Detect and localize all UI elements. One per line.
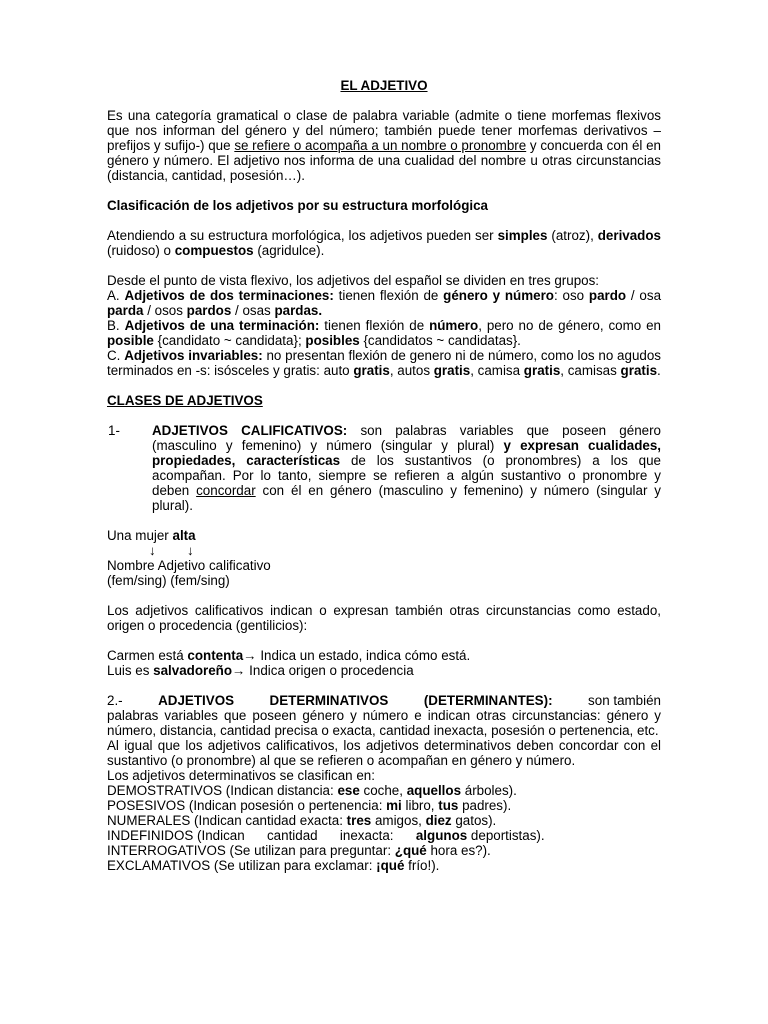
text: árboles). [461,783,517,798]
document-title: EL ADJETIVO [340,78,428,93]
bold-text: Adjetivos de una terminación: [124,318,320,333]
bold-text: ADJETIVOS CALIFICATIVOS: [152,423,348,438]
list-number: 1- [108,423,120,438]
bold-text: gratis [433,363,471,378]
text: tienen flexión de [333,288,444,303]
text: Atendiendo a su estructura morfológica, los adjetivos pueden ser [107,228,498,243]
text: son también [588,693,661,708]
grupo-b [107,318,661,348]
text: frío!). [404,858,440,873]
bold-text: ese [337,783,360,798]
grupo-c [107,348,661,378]
text: libro, [401,798,439,813]
text: Luis es [107,663,154,678]
list-number: 2.- [107,693,123,708]
bold-text: número [429,318,479,333]
carmen-example [107,648,661,663]
text: coche, [359,783,407,798]
otras-paragraph: Los adjetivos calificativos indican o expresan también otras circunstancias como estado, origen o procedencia (gentilicios): [107,603,661,633]
text: hora es?). [426,843,491,858]
bold-text: contenta [187,648,244,663]
determinativos-title [107,693,661,708]
bold-text: alta [172,528,196,543]
text: Indica un estado, indica cómo está. [256,648,471,663]
bold-text: gratis [353,363,390,378]
text: DEMOSTRATIVOS (Indican distancia: [107,783,338,798]
underlined-text: concordar [196,483,256,498]
intro-paragraph [107,108,661,183]
bold-text: derivados [597,228,661,243]
bold-text: aquellos [406,783,462,798]
document-page [107,78,661,873]
ejemplo-line-3: (fem/sing) (fem/sing) [107,573,230,588]
bold-text: posibles [305,333,360,348]
bold-text: salvadoreño [153,663,233,678]
tipo-indefinidos [107,828,661,843]
text: / osas [231,303,275,318]
bold-text: gratis [620,363,658,378]
right-arrow-icon: → [232,663,246,678]
bold-text: Adjetivos invariables: [124,348,263,363]
tipo-interrogativos [107,843,661,858]
bold-text: tus [438,798,459,813]
text: gatos). [451,813,497,828]
calificativos-item [107,423,661,513]
bold-text: género y número [443,288,554,303]
flexivo-intro: Desde el punto de vista flexivo, los adjetivos del español se dividen en tres grupos: [107,273,600,288]
text: C. [107,348,125,363]
bold-text: y expresan cualidades, propiedades, características [152,438,661,468]
determinativos-desc: palabras variables que poseen género y número e indican otras circunstancias: género y número, distancia, cantidad precisa o exacta, cantidad inexacta, posesión o pertenencia, etc. [107,708,661,738]
text: / osa [626,288,662,303]
bold-text: pardo [588,288,627,303]
tipo-exclamativos [107,858,661,873]
bold-text: gratis [523,363,561,378]
text: con él en género (masculino y femenino) y número (singular y plural). [152,483,661,513]
text: , camisas [560,363,621,378]
ejemplo-line-1 [107,528,661,543]
bold-text: simples [497,228,548,243]
tipo-posesivos [107,798,661,813]
text: Una mujer [107,528,173,543]
text: / osos [143,303,187,318]
text: (agridulce). [253,243,325,258]
bold-text: diez [425,813,452,828]
bold-text: mi [386,798,402,813]
text: amigos, [371,813,426,828]
grupo-a [107,288,661,318]
text: Carmen está [107,648,188,663]
text: Indica origen o procedencia [245,663,414,678]
text: : oso [553,288,589,303]
ejemplo-arrows [107,543,661,558]
text: , pero no de género, como en [478,318,661,333]
text: A. [107,288,125,303]
bold-text: (DETERMINANTES): [423,693,553,708]
text: POSESIVOS (Indican posesión o pertenencia: [107,798,387,813]
text: y concuerda con él en género y número. El adjetivo nos informa de una cualidad del nombre u otras circunstancias (distancia, cantidad, posesión…). [107,138,661,183]
tipo-numerales [107,813,661,828]
tipo-demostrativos [107,783,661,798]
text: INDEFINIDOS (Indican cantidad inexacta: [107,828,416,843]
text: padres). [458,798,512,813]
text: tienen flexión de [319,318,430,333]
clasif-heading: Clasificación de los adjetivos por su estructura morfológica [107,198,488,213]
bold-text: compuestos [174,243,254,258]
text: , camisa [470,363,524,378]
text: deportistas). [467,828,545,843]
text: Es una categoría gramatical o clase de palabra variable (admite o tiene morfemas flexivos que nos informan del género y del número; también puede tener morfemas derivativos –prefijos y sufijo-) que [107,108,661,153]
bold-text: parda [107,303,144,318]
text: de los sustantivos (o pronombres) a los que acompañan. Por lo tanto, siempre se refieren a algún sustantivo o pronombre y deben [152,453,662,498]
bold-text: ¿qué [394,843,427,858]
bold-text: Adjetivos de dos terminaciones: [124,288,334,303]
bold-text: algunos [415,828,468,843]
luis-example [107,663,661,678]
bold-text: DETERMINATIVOS [269,693,389,708]
text: son palabras variables que poseen género (masculino y femenino) y número (singular y plural) [152,423,661,453]
text: EXCLAMATIVOS (Se utilizan para exclamar: [107,858,377,873]
text: {candidato ~ candidata}; [153,333,306,348]
bold-text: ¡qué [376,858,405,873]
text: B. [107,318,125,333]
text: {candidatos ~ candidatas}. [359,333,521,348]
right-arrow-icon: → [243,648,257,663]
down-arrow-icon: ↓ [149,543,156,558]
text: INTERROGATIVOS (Se utilizan para preguntar: [107,843,395,858]
text: . [657,363,661,378]
text: , autos [389,363,434,378]
determinativos-clasif: Los adjetivos determinativos se clasifican en: [107,768,375,783]
text: NUMERALES (Indican cantidad exacta: [107,813,347,828]
underlined-text: se refiere o acompaña a un nombre o pronombre [234,138,527,153]
bold-text: posible [107,333,154,348]
determinativos-concordancia: Al igual que los adjetivos calificativos, los adjetivos determinativos deben concordar con el sustantivo (o pronombre) al que se refieren o acompañan en género y número. [107,738,661,768]
down-arrow-icon: ↓ [187,543,194,558]
bold-text: pardas. [274,303,323,318]
text: (atroz), [547,228,598,243]
text: no presentan flexión de genero ni de número, como los no agudos terminados en -s: isósceles y gratis: auto [107,348,661,378]
bold-text: pardos [186,303,232,318]
clases-heading: CLASES DE ADJETIVOS [107,393,263,408]
text: (ruidoso) o [107,243,175,258]
estructura-paragraph [107,228,661,258]
bold-text: tres [346,813,372,828]
bold-text: ADJETIVOS [158,693,235,708]
ejemplo-line-2: Nombre Adjetivo calificativo [107,558,271,573]
